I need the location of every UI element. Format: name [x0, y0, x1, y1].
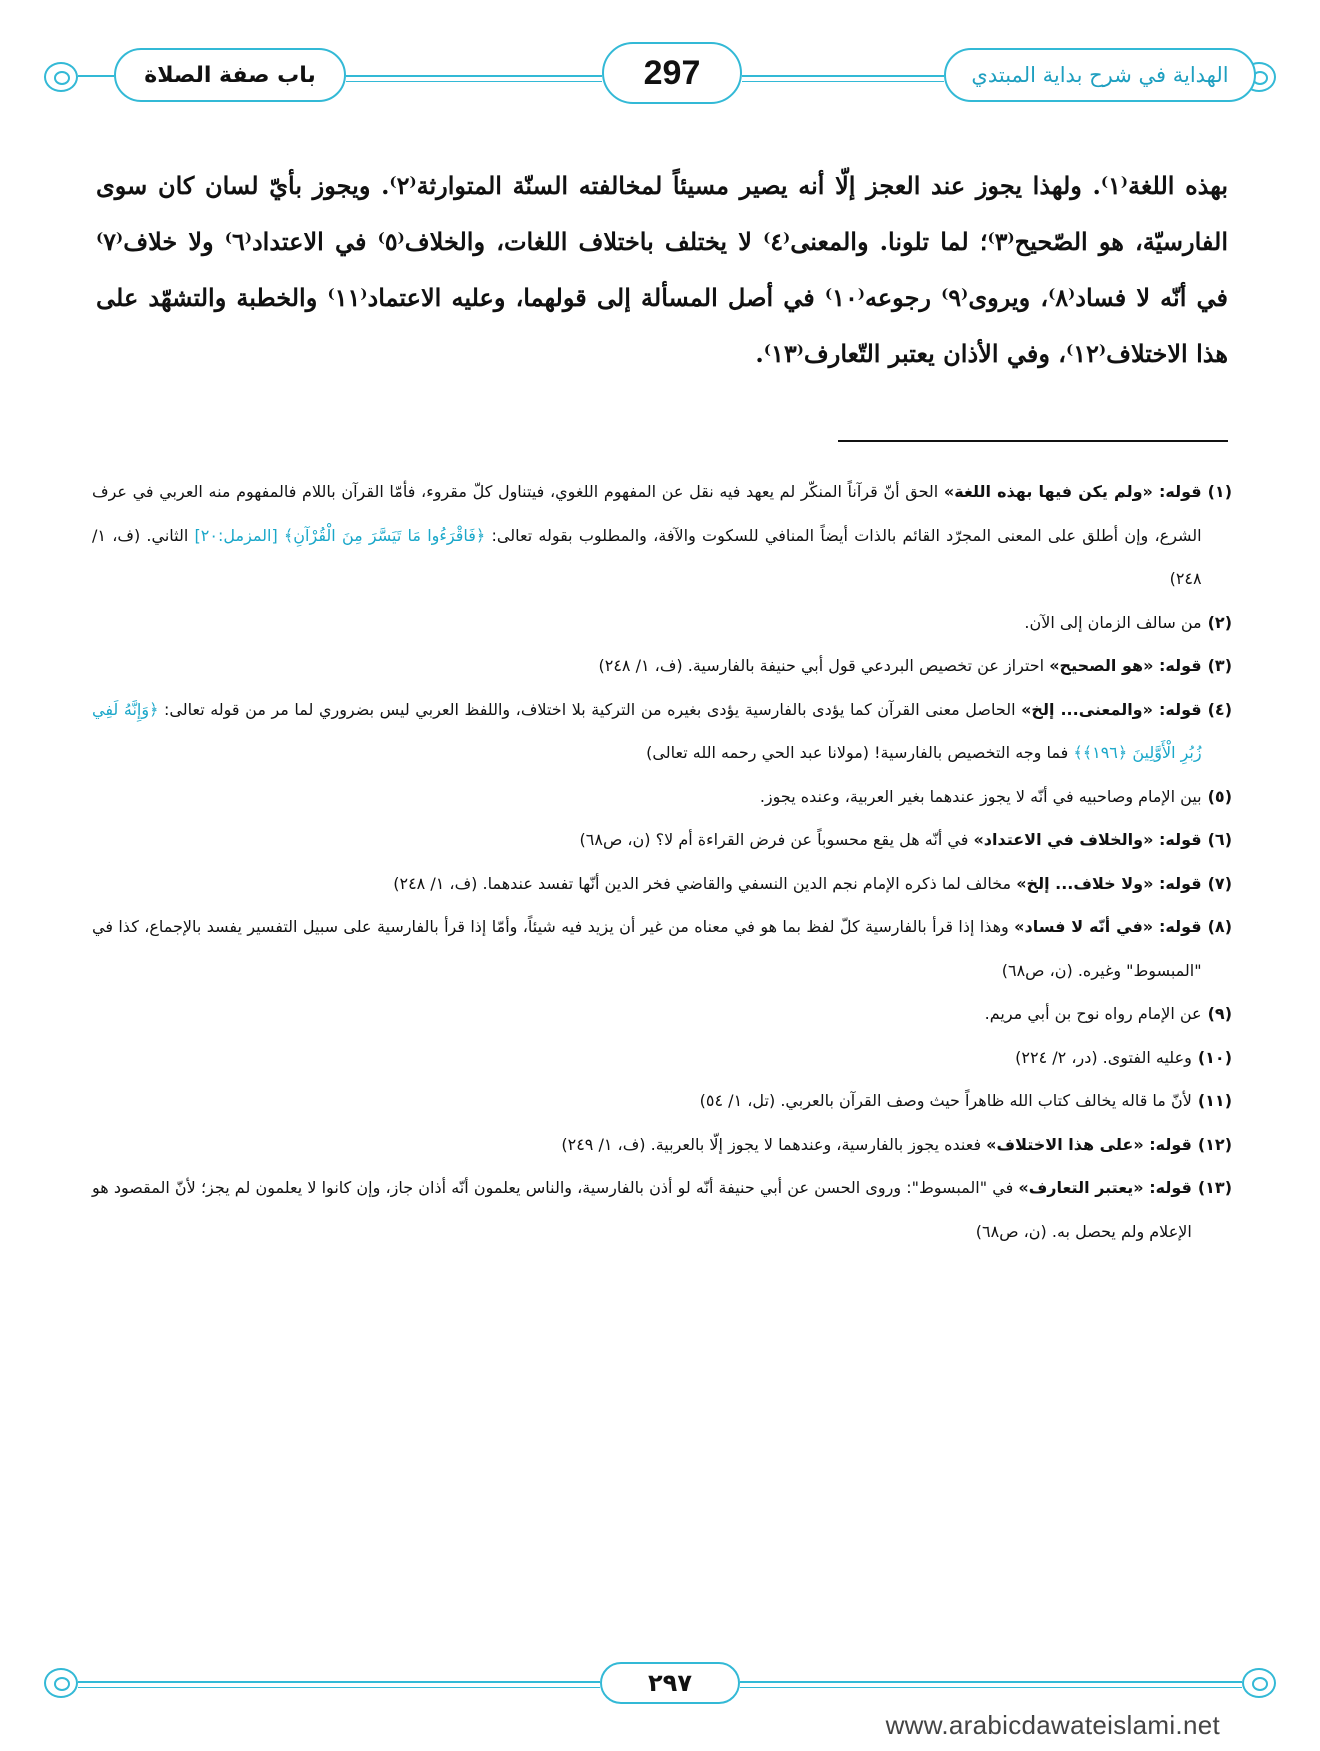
footnote-text: الحاصل معنى القرآن كما يؤدى بالفارسية يؤدى بغيره من التركية بلا اختلاف، واللفظ العربي ليس بضروري لما مر من قوله تعالى:	[158, 699, 1022, 719]
footnote-1	[92, 470, 1232, 601]
footnote-keyword: قوله: «في أنّه لا فساد»	[1014, 917, 1202, 936]
footnote-body	[92, 862, 1202, 906]
footer-rule	[78, 1681, 600, 1683]
book-title: الهداية في شرح بداية المبتدي	[944, 48, 1256, 102]
footnote-4	[92, 688, 1232, 775]
footnote-12	[92, 1123, 1232, 1167]
footnote-keyword: قوله: «والخلاف في الاعتداد»	[973, 830, 1202, 849]
quran-verse: ﴿وَإِنَّهُ لَفِي زُبُرِ الْأَوَّلِينَ ﴿١٩٦﴾﴾	[92, 699, 1202, 762]
footnote-number: (١)	[1207, 482, 1232, 501]
ornament-right-icon	[1242, 1668, 1276, 1698]
footnote-3	[92, 644, 1232, 688]
footnote-number: (٣)	[1207, 656, 1232, 675]
footnote-body	[92, 644, 1202, 688]
footnote-keyword: قوله: «ولم يكن فيها بهذه اللغة»	[943, 482, 1202, 501]
header-rule	[742, 75, 944, 77]
footnote-keyword: قوله: «على هذا الاختلاف»	[986, 1134, 1192, 1154]
footer-rule	[740, 1687, 1242, 1688]
footnote-text: في "المبسوط": وروى الحسن عن أبي حنيفة أنّه لو أذن بالفارسية، والناس يعلمون أنّه أذان جاز، وإن كانوا لا يعلمون لم يجز؛ لأنّ المقصود هو الإعلام ولم يحصل به. (ن، ص٦٨)	[92, 1178, 1192, 1241]
footnote-body	[92, 818, 1202, 862]
quran-verse: ﴿فَاقْرَءُوا مَا تَيَسَّرَ مِنَ الْقُرْآنِ﴾ [المزمل:٢٠]	[194, 525, 486, 545]
section-title: باب صفة الصلاة	[114, 48, 346, 102]
footnote-number: (٥)	[1207, 786, 1232, 806]
footnote-9	[92, 992, 1232, 1036]
footnote-text: وهذا إذا قرأ بالفارسية كلّ لفظ بما هو في معناه من غير أن يزيد فيه شيئاً، وأمّا إذا قرأ بالفارسية على سبيل التفسير يفسد بالإجماع، كذا في "المبسوط" وغيره. (ن، ص٦٨)	[92, 917, 1202, 980]
footnote-number: (٩)	[1207, 1004, 1232, 1023]
footnote-10	[92, 1036, 1232, 1080]
footnote-5	[92, 775, 1232, 819]
header-rule	[346, 81, 602, 82]
footnotes	[92, 470, 1232, 1253]
footnote-body	[92, 688, 1202, 775]
header-rule	[346, 75, 602, 77]
footnote-number: (٤)	[1207, 699, 1232, 719]
footnote-text: في أنّه هل يقع محسوباً عن فرض القراءة أم لا؟ (ن، ص٦٨)	[579, 830, 974, 849]
footnote-2	[92, 601, 1232, 645]
footer-page-number: ٢٩٧	[600, 1662, 740, 1704]
footnote-6	[92, 818, 1232, 862]
ornament-left-icon	[44, 62, 78, 92]
main-text	[96, 158, 1228, 382]
footer-rule	[78, 1687, 600, 1688]
footnote-number: (٧)	[1207, 873, 1232, 893]
footnote-keyword: قوله: «ولا خلاف... إلخ»	[1016, 873, 1202, 893]
footnote-11	[92, 1079, 1232, 1123]
footnote-number: (١٣)	[1197, 1178, 1232, 1197]
header-page-number: 297	[602, 42, 742, 104]
main-paragraph: بهذه اللغة⁽١⁾. ولهذا يجوز عند العجز إلّا أنه يصير مسيئاً لمخالفته السنّة المتوارثة⁽٢⁾. ويجوز بأيّ لسان كان سوى الفارسيّة، هو الصّحيح⁽٣⁾؛ لما تلونا. والمعنى⁽٤⁾ لا يختلف باختلاف اللغات، والخلاف⁽٥⁾ في الاعتداد⁽٦⁾ ولا خلاف⁽٧⁾ في أنّه لا فساد⁽٨⁾، ويروى⁽٩⁾ رجوعه⁽١٠⁾ في أصل المسألة إلى قولهما، وعليه الاعتماد⁽١١⁾ والخطبة والتشهّد على هذا الاختلاف⁽١٢⁾، وفي الأذان يعتبر التّعارف⁽١٣⁾.	[96, 171, 1229, 368]
footnote-13	[92, 1166, 1232, 1253]
footnote-keyword: قوله: «هو الصحيح»	[1049, 656, 1202, 675]
footnote-text: بين الإمام وصاحبيه في أنّه لا يجوز عندهما بغير العربية، وعنده يجوز.	[759, 786, 1202, 806]
footnote-text: مخالف لما ذكره الإمام نجم الدين النسفي والقاضي فخر الدين أنّها تفسد عندهما. (ف، ١/ ٢٤٨)	[393, 873, 1017, 893]
footnote-number: (١٢)	[1197, 1134, 1232, 1154]
footnote-number: (٨)	[1207, 917, 1232, 936]
footnote-text: الثاني. (ف، ١/ ٢٤٨)	[92, 525, 1202, 588]
footnote-text: الحق أنّ قرآناً المنكّر لم يعهد فيه نقل عن المفهوم اللغوي، فيتناول كلّ مقروء، فأمّا القرآن باللام فالمفهوم منه العربي في عرف الشرع، وإن أطلق على المعنى المجرّد القائم بالذات أيضاً المنافي للسكوت والآفة، والمطلوب بقوله تعالى:	[92, 482, 1202, 545]
footnote-keyword: قوله: «يعتبر التعارف»	[1018, 1178, 1192, 1197]
footnote-body	[92, 905, 1202, 992]
footnote-body	[92, 470, 1202, 601]
footnote-keyword: قوله: «والمعنى... إلخ»	[1021, 699, 1202, 719]
footer-rule	[740, 1681, 1242, 1683]
footnote-text: فعنده يجوز بالفارسية، وعندهما لا يجوز إلّا بالعربية. (ف، ١/ ٢٤٩)	[561, 1134, 987, 1154]
footnote-number: (١٠)	[1197, 1047, 1232, 1067]
footnote-number: (٢)	[1207, 612, 1232, 632]
footnote-divider	[838, 440, 1228, 442]
page-header	[44, 40, 1276, 112]
footnote-text: من سالف الزمان إلى الآن.	[1024, 612, 1202, 632]
footnote-8	[92, 905, 1232, 992]
footnote-number: (٦)	[1207, 830, 1232, 849]
footnote-text: فما وجه التخصيص بالفارسية! (مولانا عبد الحي رحمه الله تعالى)	[646, 743, 1074, 762]
header-rule	[742, 81, 944, 82]
footnote-text: احتراز عن تخصيص البردعي قول أبي حنيفة بالفارسية. (ف، ١/ ٢٤٨)	[598, 656, 1050, 675]
footnote-7	[92, 862, 1232, 906]
footnote-text: عن الإمام رواه نوح بن أبي مريم.	[984, 1004, 1202, 1023]
footnote-text: وعليه الفتوى. (در، ٢/ ٢٢٤)	[1015, 1047, 1192, 1067]
page-footer	[44, 1660, 1276, 1710]
website-link[interactable]: www.arabicdawateislami.net	[885, 1710, 1220, 1740]
ornament-left-icon	[44, 1668, 78, 1698]
header-rule	[78, 75, 114, 77]
footnote-body	[92, 1166, 1192, 1253]
footnote-number: (١١)	[1197, 1091, 1232, 1110]
footnote-body	[92, 1123, 1192, 1167]
footnote-text: لأنّ ما قاله يخالف كتاب الله ظاهراً حيث وصف القرآن بالعربي. (تل، ١/ ٥٤)	[699, 1091, 1192, 1110]
